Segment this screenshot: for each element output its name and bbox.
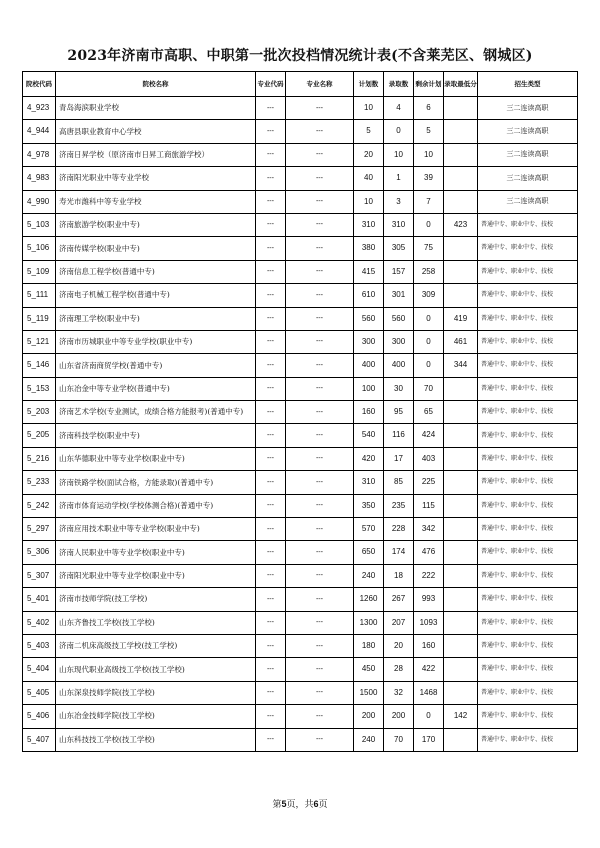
cell-plan: 540 (354, 424, 384, 447)
cell-remaining: 0 (414, 705, 444, 728)
cell-major-name: --- (286, 728, 354, 751)
header-major-name: 专业名称 (286, 72, 354, 97)
cell-code: 4_978 (23, 143, 56, 166)
cell-type: 普通中专、职业中专、技校 (478, 260, 578, 283)
cell-school: 济南市历城职业中等专业学校(职业中专) (56, 330, 256, 353)
cell-remaining: 75 (414, 237, 444, 260)
cell-school: 济南科技学校(职业中专) (56, 424, 256, 447)
cell-school: 山东深泉技师学院(技工学校) (56, 681, 256, 704)
cell-code: 5_233 (23, 471, 56, 494)
cell-plan: 610 (354, 284, 384, 307)
cell-school: 山东现代职业高级技工学校(技工学校) (56, 658, 256, 681)
cell-admitted: 85 (384, 471, 414, 494)
cell-major-code: --- (256, 213, 286, 236)
cell-school: 济南市体育运动学校(学校体测合格)(普通中专) (56, 494, 256, 517)
cell-code: 5_403 (23, 634, 56, 657)
cell-major-code: --- (256, 377, 286, 400)
header-plan: 计划数 (354, 72, 384, 97)
cell-type: 普通中专、职业中专、技校 (478, 401, 578, 424)
cell-min-score (444, 260, 478, 283)
cell-remaining: 309 (414, 284, 444, 307)
cell-type: 普通中专、职业中专、技校 (478, 213, 578, 236)
cell-school: 济南应用技术职业中等专业学校(职业中专) (56, 518, 256, 541)
cell-school: 山东科技技工学校(技工学校) (56, 728, 256, 751)
cell-type: 普通中专、职业中专、技校 (478, 564, 578, 587)
footer-middle: 页，共 (286, 800, 314, 810)
cell-min-score (444, 541, 478, 564)
cell-min-score: 344 (444, 354, 478, 377)
page-footer (0, 797, 600, 810)
cell-remaining: 5 (414, 120, 444, 143)
cell-major-name: --- (286, 97, 354, 120)
cell-major-code: --- (256, 307, 286, 330)
cell-code: 5_401 (23, 588, 56, 611)
table-row (23, 237, 578, 260)
cell-min-score (444, 494, 478, 517)
cell-type: 普通中专、职业中专、技校 (478, 471, 578, 494)
cell-major-name: --- (286, 588, 354, 611)
cell-code: 5_297 (23, 518, 56, 541)
cell-admitted: 70 (384, 728, 414, 751)
cell-major-name: --- (286, 354, 354, 377)
cell-major-name: --- (286, 611, 354, 634)
cell-plan: 40 (354, 167, 384, 190)
cell-type: 普通中专、职业中专、技校 (478, 611, 578, 634)
cell-major-name: --- (286, 260, 354, 283)
cell-major-code: --- (256, 120, 286, 143)
cell-admitted: 207 (384, 611, 414, 634)
cell-code: 5_205 (23, 424, 56, 447)
cell-admitted: 3 (384, 190, 414, 213)
cell-major-code: --- (256, 541, 286, 564)
footer-page-number: 5 (281, 799, 287, 809)
cell-remaining: 170 (414, 728, 444, 751)
cell-min-score (444, 424, 478, 447)
footer-prefix: 第 (272, 800, 282, 810)
cell-remaining: 70 (414, 377, 444, 400)
cell-min-score (444, 588, 478, 611)
cell-remaining: 258 (414, 260, 444, 283)
cell-admitted: 17 (384, 447, 414, 470)
table-row (23, 518, 578, 541)
cell-code: 5_203 (23, 401, 56, 424)
cell-admitted: 0 (384, 120, 414, 143)
header-remaining: 剩余计划 (414, 72, 444, 97)
header-school: 院校名称 (56, 72, 256, 97)
cell-remaining: 403 (414, 447, 444, 470)
cell-remaining: 342 (414, 518, 444, 541)
table-row (23, 330, 578, 353)
cell-code: 5_307 (23, 564, 56, 587)
cell-min-score (444, 190, 478, 213)
cell-remaining: 0 (414, 354, 444, 377)
cell-major-code: --- (256, 494, 286, 517)
cell-admitted: 18 (384, 564, 414, 587)
cell-min-score (444, 658, 478, 681)
cell-plan: 415 (354, 260, 384, 283)
header-row (23, 72, 578, 97)
cell-school: 山东华德职业中等专业学校(职业中专) (56, 447, 256, 470)
cell-plan: 240 (354, 564, 384, 587)
cell-school: 山东省济南商贸学校(普通中专) (56, 354, 256, 377)
cell-admitted: 10 (384, 143, 414, 166)
cell-major-name: --- (286, 143, 354, 166)
cell-remaining: 39 (414, 167, 444, 190)
cell-remaining: 0 (414, 330, 444, 353)
cell-plan: 200 (354, 705, 384, 728)
cell-major-code: --- (256, 97, 286, 120)
cell-remaining: 1093 (414, 611, 444, 634)
cell-code: 5_407 (23, 728, 56, 751)
cell-type: 普通中专、职业中专、技校 (478, 330, 578, 353)
cell-type: 普通中专、职业中专、技校 (478, 377, 578, 400)
cell-major-code: --- (256, 471, 286, 494)
cell-school: 山东冶金技师学院(技工学校) (56, 705, 256, 728)
cell-school: 济南阳光职业中等专业学校(职业中专) (56, 564, 256, 587)
table-row (23, 167, 578, 190)
cell-major-code: --- (256, 705, 286, 728)
cell-plan: 310 (354, 213, 384, 236)
cell-remaining: 160 (414, 634, 444, 657)
cell-type: 普通中专、职业中专、技校 (478, 588, 578, 611)
cell-admitted: 20 (384, 634, 414, 657)
cell-major-name: --- (286, 447, 354, 470)
cell-school: 寿光市潍科中等专业学校 (56, 190, 256, 213)
table-row (23, 97, 578, 120)
cell-min-score: 142 (444, 705, 478, 728)
cell-major-name: --- (286, 330, 354, 353)
cell-code: 5_405 (23, 681, 56, 704)
cell-plan: 570 (354, 518, 384, 541)
cell-plan: 160 (354, 401, 384, 424)
table-row (23, 260, 578, 283)
cell-admitted: 300 (384, 330, 414, 353)
cell-remaining: 993 (414, 588, 444, 611)
cell-major-code: --- (256, 424, 286, 447)
cell-admitted: 560 (384, 307, 414, 330)
cell-plan: 300 (354, 330, 384, 353)
cell-code: 5_406 (23, 705, 56, 728)
header-type: 招生类型 (478, 72, 578, 97)
cell-major-name: --- (286, 237, 354, 260)
cell-plan: 1500 (354, 681, 384, 704)
cell-min-score: 461 (444, 330, 478, 353)
cell-code: 5_402 (23, 611, 56, 634)
cell-code: 5_153 (23, 377, 56, 400)
cell-major-code: --- (256, 260, 286, 283)
header-admitted: 录取数 (384, 72, 414, 97)
table-row (23, 377, 578, 400)
cell-code: 5_109 (23, 260, 56, 283)
cell-admitted: 32 (384, 681, 414, 704)
cell-major-code: --- (256, 634, 286, 657)
cell-admitted: 200 (384, 705, 414, 728)
cell-plan: 400 (354, 354, 384, 377)
cell-major-code: --- (256, 237, 286, 260)
cell-type: 普通中专、职业中专、技校 (478, 658, 578, 681)
cell-type: 三二连读高职 (478, 143, 578, 166)
cell-type: 普通中专、职业中专、技校 (478, 307, 578, 330)
cell-remaining: 222 (414, 564, 444, 587)
cell-admitted: 28 (384, 658, 414, 681)
cell-type: 普通中专、职业中专、技校 (478, 634, 578, 657)
cell-school: 济南电子机械工程学校(普通中专) (56, 284, 256, 307)
cell-min-score (444, 97, 478, 120)
cell-remaining: 225 (414, 471, 444, 494)
cell-major-name: --- (286, 401, 354, 424)
cell-major-code: --- (256, 681, 286, 704)
cell-school: 济南二机床高级技工学校(技工学校) (56, 634, 256, 657)
cell-major-code: --- (256, 588, 286, 611)
cell-type: 三二连读高职 (478, 97, 578, 120)
cell-type: 普通中专、职业中专、技校 (478, 494, 578, 517)
cell-admitted: 157 (384, 260, 414, 283)
table-row (23, 213, 578, 236)
table-row (23, 728, 578, 751)
table-row (23, 143, 578, 166)
cell-code: 4_944 (23, 120, 56, 143)
cell-min-score (444, 143, 478, 166)
cell-plan: 350 (354, 494, 384, 517)
cell-major-name: --- (286, 494, 354, 517)
table-row (23, 681, 578, 704)
cell-school: 济南旅游学校(职业中专) (56, 213, 256, 236)
cell-type: 三二连读高职 (478, 120, 578, 143)
cell-plan: 310 (354, 471, 384, 494)
cell-major-code: --- (256, 564, 286, 587)
cell-type: 三二连读高职 (478, 190, 578, 213)
cell-min-score (444, 237, 478, 260)
cell-type: 普通中专、职业中专、技校 (478, 518, 578, 541)
cell-major-code: --- (256, 284, 286, 307)
cell-code: 5_404 (23, 658, 56, 681)
cell-remaining: 7 (414, 190, 444, 213)
table-row (23, 307, 578, 330)
footer-suffix: 页 (318, 800, 328, 810)
cell-admitted: 400 (384, 354, 414, 377)
table-row (23, 564, 578, 587)
cell-school: 济南日昇学校（原济南市日昇工商旅游学校） (56, 143, 256, 166)
cell-plan: 1300 (354, 611, 384, 634)
cell-plan: 1260 (354, 588, 384, 611)
cell-min-score (444, 611, 478, 634)
cell-plan: 240 (354, 728, 384, 751)
table-row (23, 588, 578, 611)
cell-code: 5_306 (23, 541, 56, 564)
cell-plan: 380 (354, 237, 384, 260)
table-row (23, 541, 578, 564)
cell-min-score (444, 681, 478, 704)
header-min-score: 录取最低分 (444, 72, 478, 97)
cell-school: 济南理工学校(职业中专) (56, 307, 256, 330)
cell-admitted: 4 (384, 97, 414, 120)
cell-major-code: --- (256, 330, 286, 353)
cell-major-name: --- (286, 471, 354, 494)
cell-plan: 560 (354, 307, 384, 330)
cell-major-name: --- (286, 307, 354, 330)
cell-major-code: --- (256, 167, 286, 190)
cell-major-name: --- (286, 681, 354, 704)
cell-school: 济南人民职业中等专业学校(职业中专) (56, 541, 256, 564)
cell-plan: 180 (354, 634, 384, 657)
cell-school: 济南信息工程学校(普通中专) (56, 260, 256, 283)
cell-min-score (444, 471, 478, 494)
header-major-code: 专业代码 (256, 72, 286, 97)
table-row (23, 705, 578, 728)
cell-major-name: --- (286, 190, 354, 213)
cell-plan: 10 (354, 97, 384, 120)
cell-admitted: 301 (384, 284, 414, 307)
cell-major-name: --- (286, 518, 354, 541)
cell-min-score (444, 120, 478, 143)
cell-admitted: 30 (384, 377, 414, 400)
cell-admitted: 267 (384, 588, 414, 611)
cell-admitted: 95 (384, 401, 414, 424)
table-row (23, 634, 578, 657)
page-title: 2023年济南市高职、中职第一批次投档情况统计表(不含莱芜区、钢城区) (67, 48, 533, 64)
cell-major-code: --- (256, 447, 286, 470)
cell-plan: 100 (354, 377, 384, 400)
footer-total-pages: 6 (313, 799, 319, 809)
cell-major-name: --- (286, 564, 354, 587)
cell-min-score (444, 564, 478, 587)
table-row (23, 658, 578, 681)
table-row (23, 447, 578, 470)
cell-plan: 5 (354, 120, 384, 143)
cell-major-name: --- (286, 120, 354, 143)
cell-type: 普通中专、职业中专、技校 (478, 354, 578, 377)
cell-min-score: 423 (444, 213, 478, 236)
cell-plan: 450 (354, 658, 384, 681)
cell-admitted: 310 (384, 213, 414, 236)
table-row (23, 611, 578, 634)
cell-code: 5_106 (23, 237, 56, 260)
cell-remaining: 65 (414, 401, 444, 424)
cell-school: 山东冶金中等专业学校(普通中专) (56, 377, 256, 400)
cell-admitted: 305 (384, 237, 414, 260)
cell-type: 普通中专、职业中专、技校 (478, 447, 578, 470)
cell-remaining: 115 (414, 494, 444, 517)
cell-school: 济南市技师学院(技工学校) (56, 588, 256, 611)
cell-code: 5_242 (23, 494, 56, 517)
cell-admitted: 116 (384, 424, 414, 447)
cell-min-score (444, 728, 478, 751)
cell-admitted: 174 (384, 541, 414, 564)
cell-major-code: --- (256, 728, 286, 751)
cell-major-code: --- (256, 401, 286, 424)
cell-code: 4_923 (23, 97, 56, 120)
cell-type: 普通中专、职业中专、技校 (478, 681, 578, 704)
cell-admitted: 1 (384, 167, 414, 190)
cell-code: 4_990 (23, 190, 56, 213)
table-row (23, 354, 578, 377)
cell-min-score (444, 447, 478, 470)
table-row (23, 284, 578, 307)
cell-min-score (444, 284, 478, 307)
cell-min-score (444, 518, 478, 541)
cell-major-code: --- (256, 658, 286, 681)
cell-remaining: 6 (414, 97, 444, 120)
cell-type: 普通中专、职业中专、技校 (478, 705, 578, 728)
cell-type: 普通中专、职业中专、技校 (478, 284, 578, 307)
cell-school: 济南传媒学校(职业中专) (56, 237, 256, 260)
cell-min-score (444, 634, 478, 657)
cell-major-name: --- (286, 167, 354, 190)
cell-code: 5_103 (23, 213, 56, 236)
cell-type: 普通中专、职业中专、技校 (478, 728, 578, 751)
header-code: 院校代码 (23, 72, 56, 97)
cell-school: 青岛海滨职业学校 (56, 97, 256, 120)
cell-major-code: --- (256, 518, 286, 541)
cell-min-score (444, 401, 478, 424)
cell-major-name: --- (286, 424, 354, 447)
table-row (23, 401, 578, 424)
cell-plan: 20 (354, 143, 384, 166)
cell-school: 济南艺术学校(专业测试，成绩合格方能报考)(普通中专) (56, 401, 256, 424)
cell-school: 济南阳光职业中等专业学校 (56, 167, 256, 190)
table-row (23, 190, 578, 213)
cell-type: 普通中专、职业中专、技校 (478, 424, 578, 447)
cell-type: 普通中专、职业中专、技校 (478, 541, 578, 564)
cell-major-name: --- (286, 284, 354, 307)
cell-remaining: 424 (414, 424, 444, 447)
cell-code: 5_119 (23, 307, 56, 330)
table-row (23, 471, 578, 494)
table-row (23, 494, 578, 517)
cell-remaining: 476 (414, 541, 444, 564)
cell-remaining: 10 (414, 143, 444, 166)
cell-admitted: 235 (384, 494, 414, 517)
cell-min-score (444, 377, 478, 400)
cell-major-name: --- (286, 213, 354, 236)
cell-major-name: --- (286, 541, 354, 564)
cell-code: 5_146 (23, 354, 56, 377)
cell-remaining: 0 (414, 213, 444, 236)
cell-school: 济南铁路学校(面试合格，方能录取)(普通中专) (56, 471, 256, 494)
cell-code: 4_983 (23, 167, 56, 190)
cell-plan: 650 (354, 541, 384, 564)
cell-major-code: --- (256, 143, 286, 166)
table-row (23, 424, 578, 447)
cell-remaining: 1468 (414, 681, 444, 704)
cell-plan: 420 (354, 447, 384, 470)
cell-remaining: 0 (414, 307, 444, 330)
cell-type: 普通中专、职业中专、技校 (478, 237, 578, 260)
cell-admitted: 228 (384, 518, 414, 541)
cell-major-name: --- (286, 377, 354, 400)
cell-code: 5_111 (23, 284, 56, 307)
cell-type: 三二连读高职 (478, 167, 578, 190)
cell-school: 山东齐鲁技工学校(技工学校) (56, 611, 256, 634)
cell-major-name: --- (286, 705, 354, 728)
cell-code: 5_216 (23, 447, 56, 470)
cell-major-code: --- (256, 354, 286, 377)
cell-major-name: --- (286, 634, 354, 657)
cell-school: 高唐县职业教育中心学校 (56, 120, 256, 143)
cell-remaining: 422 (414, 658, 444, 681)
cell-min-score (444, 167, 478, 190)
cell-major-name: --- (286, 658, 354, 681)
cell-major-code: --- (256, 611, 286, 634)
cell-major-code: --- (256, 190, 286, 213)
cell-plan: 10 (354, 190, 384, 213)
table-row (23, 120, 578, 143)
admission-table (22, 71, 578, 752)
cell-min-score: 419 (444, 307, 478, 330)
cell-code: 5_121 (23, 330, 56, 353)
